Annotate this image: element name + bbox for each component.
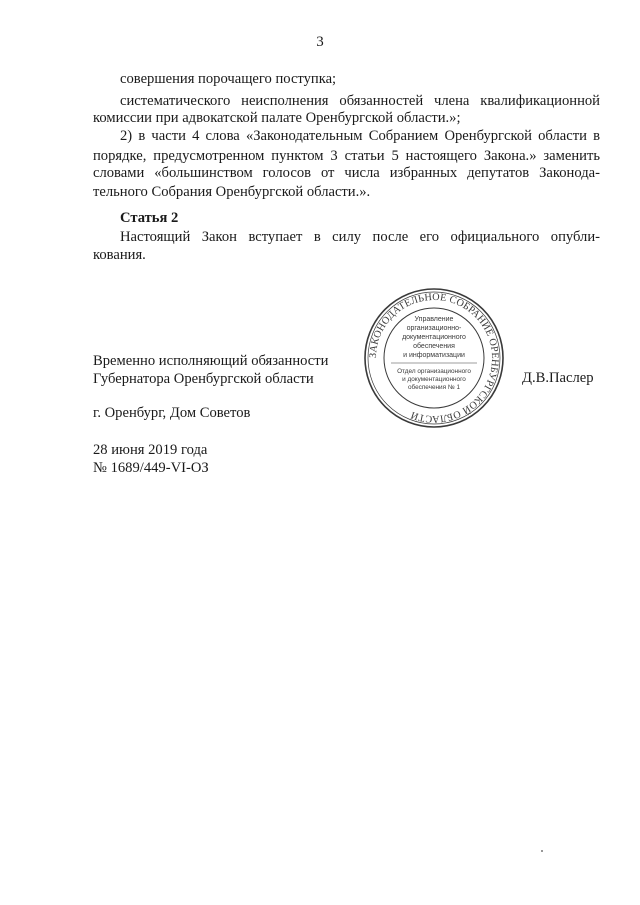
page-number: 3: [316, 34, 324, 50]
body-line: порядке, предусмотренном пунктом 3 статьи 5 настоящего Закона.» заменить: [93, 148, 600, 164]
official-seal-stamp: [363, 287, 505, 429]
signatory-role-line: Губернатора Оренбургской области: [93, 371, 314, 387]
seal-inner-line: и информатизации: [403, 352, 465, 359]
seal-inner-text: [397, 316, 471, 391]
signing-date: 28 июня 2019 года: [93, 442, 208, 458]
body-line: 2) в части 4 слова «Законодательным Собранием Оренбургской области в: [120, 128, 600, 144]
article-text-line: Настоящий Закон вступает в силу после его официального опубли-: [120, 229, 600, 245]
seal-inner-line: Отдел организационного: [397, 368, 471, 375]
seal-inner-line: обеспечения: [413, 343, 455, 350]
seal-inner-line: обеспечения № 1: [407, 384, 461, 391]
seal-ring-text-path: ЗАКОНОДАТЕЛЬНОЕ СОБРАНИЕ ОРЕНБУРГСКОЙ ОБЛАСТИ: [367, 291, 501, 425]
signatory-name: Д.В.Паслер: [522, 370, 594, 386]
body-line: тельного Собрания Оренбургской области.».: [93, 184, 371, 200]
signing-place: г. Оренбург, Дом Советов: [93, 405, 251, 421]
page-speck: [541, 850, 543, 852]
law-number: № 1689/449-VI-ОЗ: [93, 460, 209, 476]
seal-inner-line: организационно-: [406, 325, 462, 332]
seal-inner-line: и документационного: [402, 376, 466, 383]
body-line: комиссии при адвокатской палате Оренбургской области.»;: [93, 110, 461, 126]
article-heading: Статья 2: [120, 210, 179, 226]
body-line: систематического неисполнения обязанностей члена квалификационной: [120, 93, 600, 109]
body-line: совершения порочащего поступка;: [120, 71, 337, 87]
seal-inner-line: документационного: [402, 334, 466, 341]
body-line: словами «большинством голосов от числа избранных депутатов Законода-: [93, 165, 600, 181]
article-text-line: кования.: [93, 247, 146, 263]
signatory-role-line: Временно исполняющий обязанности: [93, 353, 329, 369]
seal-inner-line: Управление: [414, 316, 454, 323]
